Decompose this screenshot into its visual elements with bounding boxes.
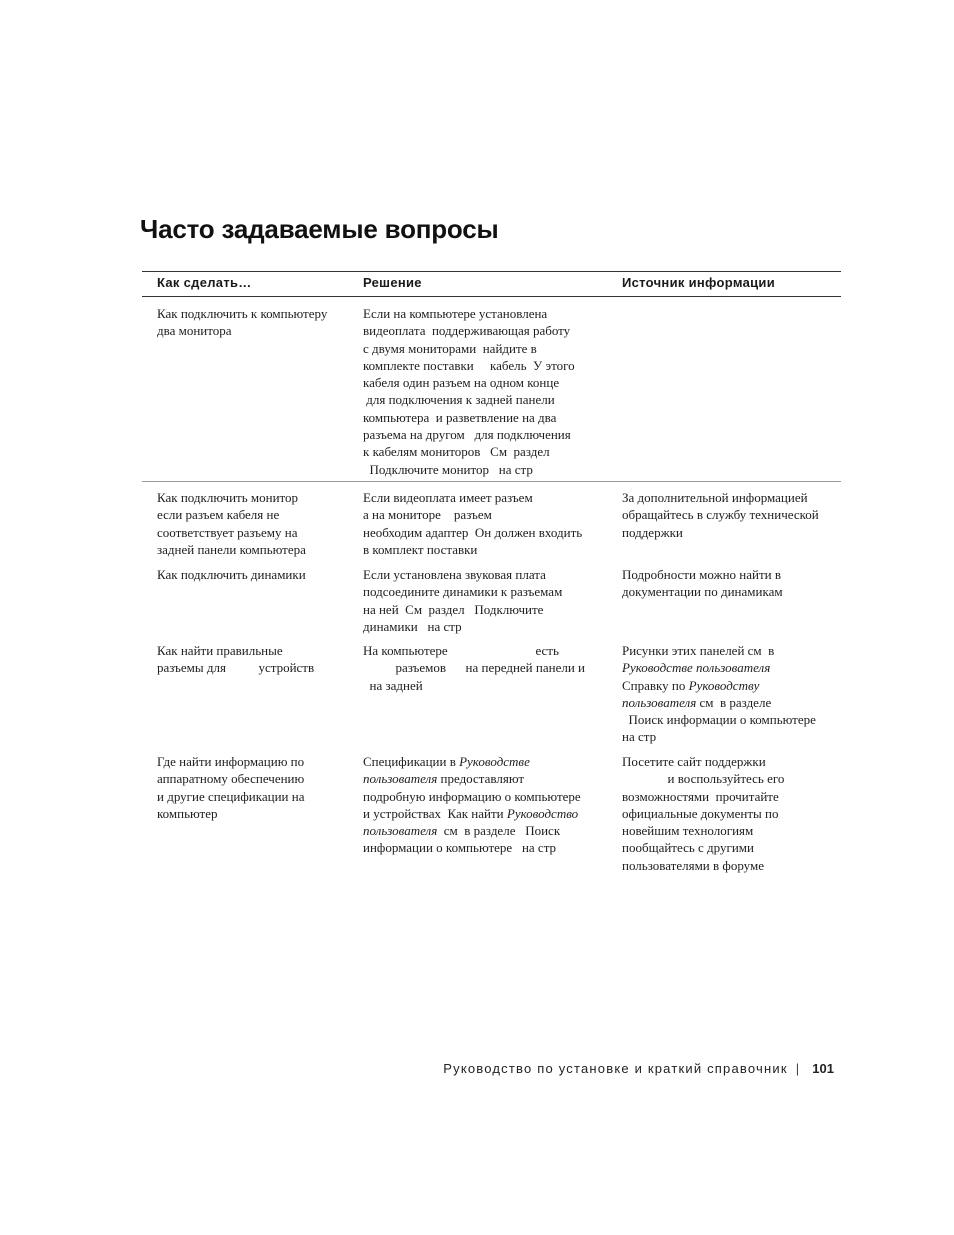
cell-source: За дополнительной информацией обращайтесь в службу технической поддержки [622, 490, 819, 540]
text-run: Справку по [622, 677, 686, 693]
cell-how: Где найти информацию по аппаратному обеспечению и другие спецификации на компьютер [157, 754, 305, 821]
italic-reference: Руководству пользователя [622, 677, 760, 710]
table-row [142, 487, 841, 564]
italic-reference: Руководстве пользователя [622, 660, 771, 676]
table-header [142, 271, 841, 297]
cell-solution: Если установлена звуковая плата подсоедините динамики к разъемам на ней См раздел Подключите динамики на стр [363, 567, 563, 634]
italic-reference: Руководство пользователя [363, 805, 579, 839]
page-title: Часто задаваемые вопросы [140, 214, 499, 244]
cell-how: Как найти правильные разъемы для устройств [157, 643, 315, 676]
faq-table [142, 271, 841, 881]
header-how: Как сделать… [157, 275, 252, 290]
table-row [142, 564, 841, 640]
footer-divider: | [795, 1061, 801, 1076]
cell-source: Посетите сайт поддержки и воспользуйтесь его возможностями прочитайте официальные документы по новейшим технологиям пообщайтесь с другими пользователями в форуме [622, 754, 785, 873]
cell-how: Как подключить динамики [157, 567, 306, 582]
header-source: Источник информации [622, 275, 776, 290]
text-run: см в разделе Поиск информации о компьютере на стр [363, 823, 561, 856]
page-footer [443, 1061, 834, 1076]
footer-title: Руководство по установке и краткий справочник [443, 1061, 788, 1076]
table-row [142, 751, 841, 881]
cell-solution: На компьютере есть разъемов на передней панели и на задней [363, 643, 585, 693]
cell-solution: Если на компьютере установлена видеоплата поддерживающая работу с двумя мониторами найдите в комплекте поставки кабель У этого кабеля один разъем на одном конце для подключения к задней панели компьютера и разветвление на два разъема на другом для подключения к кабелям мониторов См раздел Подключите монитор на стр [363, 306, 575, 477]
text-run: Рисунки этих панелей см в [622, 643, 775, 658]
page-number: 101 [812, 1061, 834, 1076]
table-row [142, 640, 841, 751]
italic-reference: Руководстве пользователя [363, 754, 530, 787]
text-run: см в разделе Поиск информации о компьютере на стр [622, 694, 816, 745]
cell-source [622, 642, 841, 746]
cell-source: Подробности можно найти в документации по динамикам [622, 567, 783, 600]
cell-how: Как подключить монитор если разъем кабеля не соответствует разъему на задней панели компьютера [157, 490, 306, 557]
header-solution: Решение [363, 275, 422, 290]
cell-how: Как подключить к компьютеру два монитора [157, 306, 328, 339]
text-run: Спецификации в [363, 754, 460, 769]
table-row [142, 303, 841, 482]
cell-solution [363, 753, 607, 857]
text-run: предоставляют подробную информацию о компьютере и устройствах Как найти [363, 771, 581, 821]
cell-solution: Если видеоплата имеет разъем а на мониторе разъем необходим адаптер Он должен входить в комплект поставки [363, 490, 583, 557]
